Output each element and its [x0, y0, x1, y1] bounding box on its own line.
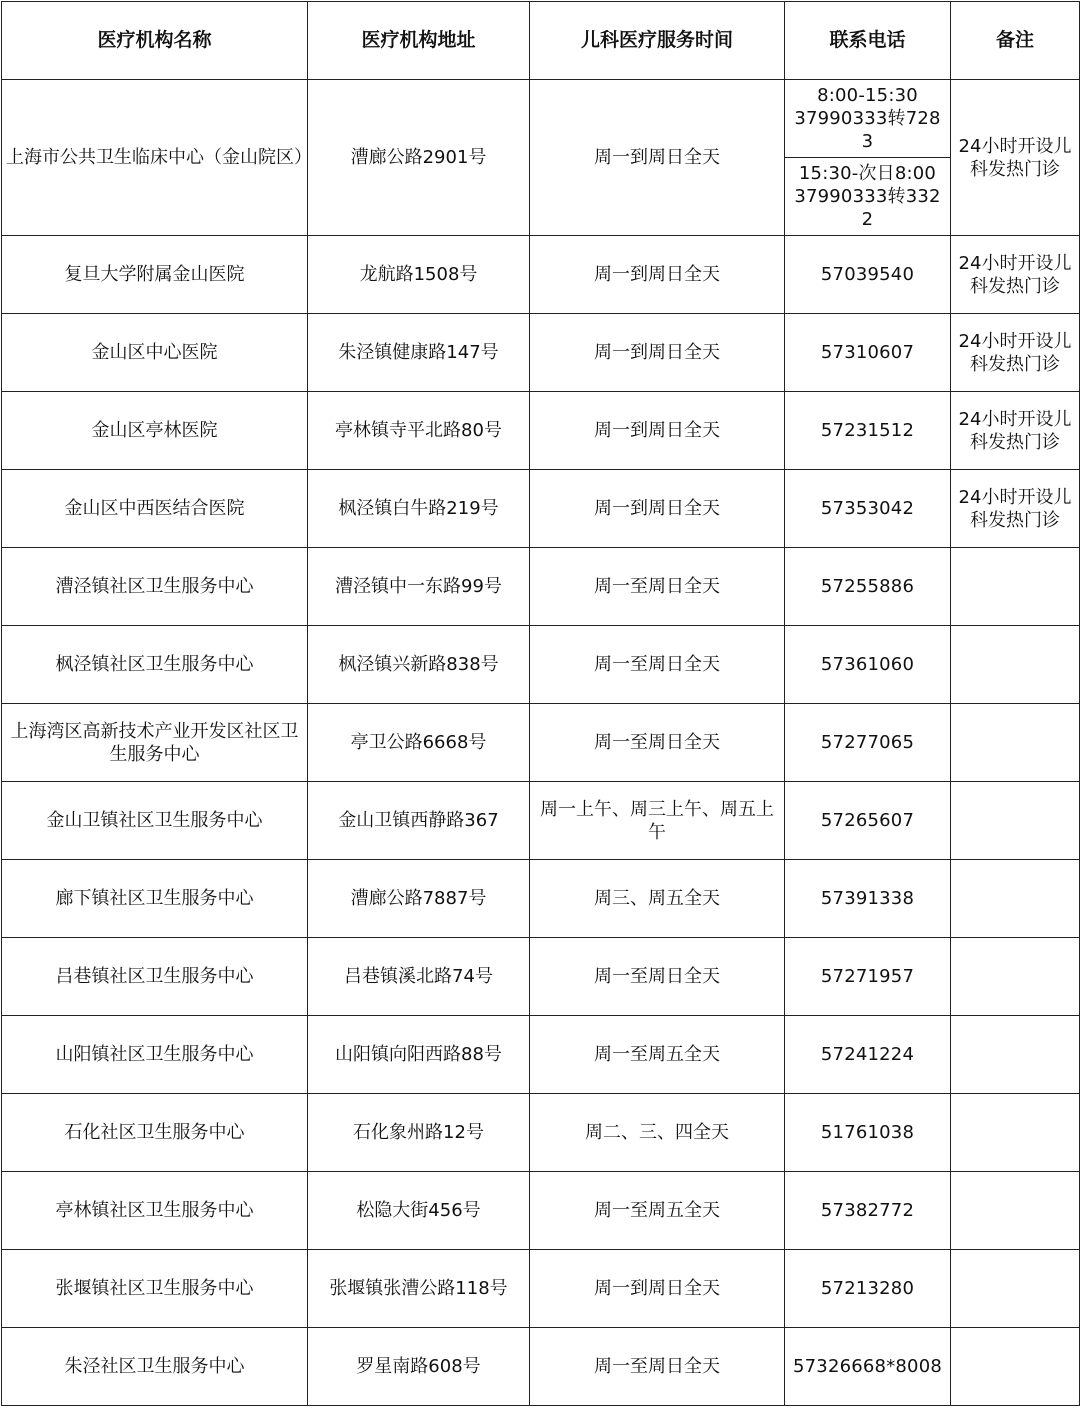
- institution-name: 石化社区卫生服务中心: [2, 1094, 308, 1172]
- note: 24小时开设儿科发热门诊: [951, 80, 1080, 236]
- table-row: [2, 1328, 1080, 1406]
- table-row: [2, 392, 1080, 470]
- service-hours: 周一至周五全天: [530, 1016, 785, 1094]
- phone-number: 57271957: [785, 938, 951, 1016]
- institution-address: 吕巷镇溪北路74号: [308, 938, 530, 1016]
- institution-address: 龙航路1508号: [308, 236, 530, 314]
- institution-name: 上海市公共卫生临床中心（金山院区）: [2, 80, 308, 236]
- phone-number: 57326668*8008: [785, 1328, 951, 1406]
- table-row: [2, 470, 1080, 548]
- institution-address: 金山卫镇西静路367: [308, 782, 530, 860]
- note: [951, 860, 1080, 938]
- note: [951, 1094, 1080, 1172]
- note: [951, 938, 1080, 1016]
- phone-night-hours: 15:30-次日8:00: [798, 163, 937, 184]
- service-hours: 周一到周日全天: [530, 80, 785, 236]
- table-row: [2, 938, 1080, 1016]
- institution-address: 松隐大街456号: [308, 1172, 530, 1250]
- table-row: [2, 548, 1080, 626]
- phone-number: 57213280: [785, 1250, 951, 1328]
- table-row: [2, 314, 1080, 392]
- institution-address: 张堰镇张漕公路118号: [308, 1250, 530, 1328]
- phone-number: 57310607: [785, 314, 951, 392]
- phone-number: 57353042: [785, 470, 951, 548]
- table-row: [2, 1016, 1080, 1094]
- note: [951, 704, 1080, 782]
- phone-number: 57039540: [785, 236, 951, 314]
- note: [951, 782, 1080, 860]
- institution-name: 张堰镇社区卫生服务中心: [2, 1250, 308, 1328]
- institution-address: 朱泾镇健康路147号: [308, 314, 530, 392]
- phone-night: [785, 158, 951, 236]
- phone-number: 57277065: [785, 704, 951, 782]
- institution-address: 漕廊公路7887号: [308, 860, 530, 938]
- institution-name: 金山区中西医结合医院: [2, 470, 308, 548]
- service-hours: 周一上午、周三上午、周五上午: [530, 782, 785, 860]
- service-hours: 周一至周日全天: [530, 548, 785, 626]
- note: [951, 626, 1080, 704]
- institution-name: 廊下镇社区卫生服务中心: [2, 860, 308, 938]
- institution-address: 漕廊公路2901号: [308, 80, 530, 236]
- table-row: [2, 860, 1080, 938]
- header-note: 备注: [951, 2, 1080, 80]
- header-row: [2, 2, 1080, 80]
- institution-address: 枫泾镇兴新路838号: [308, 626, 530, 704]
- institution-address: 山阳镇向阳西路88号: [308, 1016, 530, 1094]
- header-name: 医疗机构名称: [2, 2, 308, 80]
- service-hours: 周一至周日全天: [530, 704, 785, 782]
- note: 24小时开设儿科发热门诊: [951, 392, 1080, 470]
- header-phone: 联系电话: [785, 2, 951, 80]
- institution-address: 枫泾镇白牛路219号: [308, 470, 530, 548]
- header-hours: 儿科医疗服务时间: [530, 2, 785, 80]
- institution-address: 亭林镇寺平北路80号: [308, 392, 530, 470]
- note: [951, 1172, 1080, 1250]
- institution-name: 金山区中心医院: [2, 314, 308, 392]
- phone-number: 57361060: [785, 626, 951, 704]
- table-row: [2, 626, 1080, 704]
- service-hours: 周一至周日全天: [530, 938, 785, 1016]
- note: [951, 1328, 1080, 1406]
- institution-address: 亭卫公路6668号: [308, 704, 530, 782]
- note: [951, 1016, 1080, 1094]
- service-hours: 周一到周日全天: [530, 470, 785, 548]
- service-hours: 周一至周五全天: [530, 1172, 785, 1250]
- table-row: [2, 80, 1080, 158]
- phone-daytime: [785, 80, 951, 158]
- service-hours: 周一到周日全天: [530, 1250, 785, 1328]
- note: [951, 548, 1080, 626]
- phone-daytime-number: 37990333转7283: [794, 108, 941, 152]
- institution-name: 枫泾镇社区卫生服务中心: [2, 626, 308, 704]
- institution-name: 朱泾社区卫生服务中心: [2, 1328, 308, 1406]
- phone-number: 57231512: [785, 392, 951, 470]
- service-hours: 周一到周日全天: [530, 236, 785, 314]
- table-row: [2, 1250, 1080, 1328]
- institution-name: 金山卫镇社区卫生服务中心: [2, 782, 308, 860]
- service-hours: 周一至周日全天: [530, 626, 785, 704]
- institution-name: 金山区亭林医院: [2, 392, 308, 470]
- table-row: [2, 782, 1080, 860]
- institution-name: 吕巷镇社区卫生服务中心: [2, 938, 308, 1016]
- note: 24小时开设儿科发热门诊: [951, 470, 1080, 548]
- institution-address: 罗星南路608号: [308, 1328, 530, 1406]
- pediatric-services-table: [1, 1, 1080, 1406]
- institution-name: 亭林镇社区卫生服务中心: [2, 1172, 308, 1250]
- table-row: [2, 1094, 1080, 1172]
- service-hours: 周一到周日全天: [530, 314, 785, 392]
- phone-night-number: 37990333转3322: [794, 186, 941, 230]
- phone-number: 51761038: [785, 1094, 951, 1172]
- institution-name: 复旦大学附属金山医院: [2, 236, 308, 314]
- table-row: [2, 1172, 1080, 1250]
- table-row: [2, 704, 1080, 782]
- phone-number: 57265607: [785, 782, 951, 860]
- header-address: 医疗机构地址: [308, 2, 530, 80]
- service-hours: 周一到周日全天: [530, 392, 785, 470]
- service-hours: 周一至周日全天: [530, 1328, 785, 1406]
- institution-address: 石化象州路12号: [308, 1094, 530, 1172]
- institution-name: 漕泾镇社区卫生服务中心: [2, 548, 308, 626]
- institution-name: 山阳镇社区卫生服务中心: [2, 1016, 308, 1094]
- phone-number: 57255886: [785, 548, 951, 626]
- service-hours: 周三、周五全天: [530, 860, 785, 938]
- note: 24小时开设儿科发热门诊: [951, 314, 1080, 392]
- table-row: [2, 236, 1080, 314]
- phone-number: 57391338: [785, 860, 951, 938]
- institution-address: 漕泾镇中一东路99号: [308, 548, 530, 626]
- phone-number: 57382772: [785, 1172, 951, 1250]
- service-hours: 周二、三、四全天: [530, 1094, 785, 1172]
- phone-number: 57241224: [785, 1016, 951, 1094]
- institution-name: 上海湾区高新技术产业开发区社区卫生服务中心: [2, 704, 308, 782]
- note: 24小时开设儿科发热门诊: [951, 236, 1080, 314]
- phone-daytime-hours: 8:00-15:30: [817, 85, 918, 106]
- note: [951, 1250, 1080, 1328]
